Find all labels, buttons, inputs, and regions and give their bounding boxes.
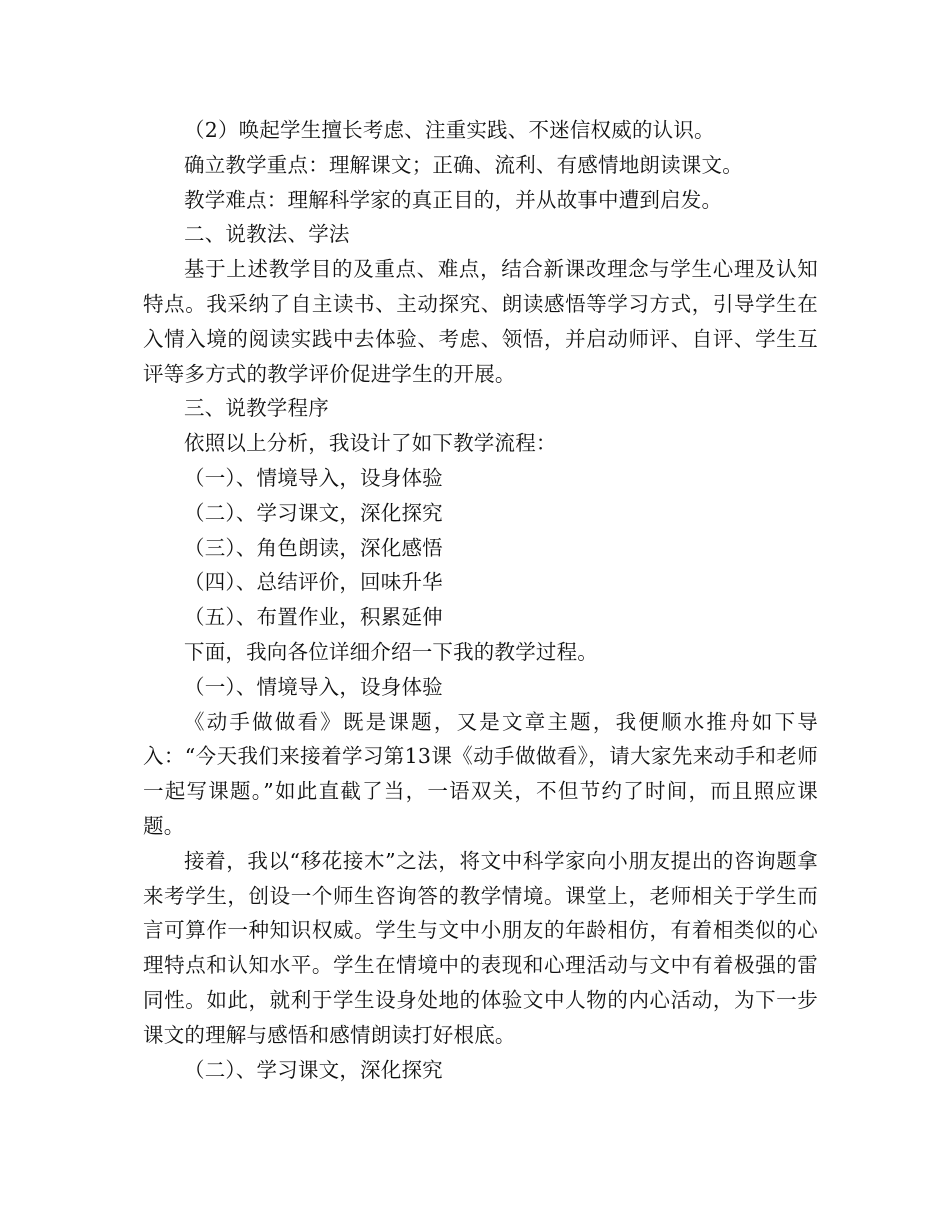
paragraph-key-points: 确立教学重点：理解课文；正确、流利、有感情地朗读课文。 [184,152,743,177]
list-item-step-1: （一）、情境导入，设身体验 [184,465,443,490]
section-heading-methods: 二、说教法、学法 [184,222,350,247]
list-item-step-3: （三）、角色朗读，深化感悟 [184,535,443,560]
list-item-step-2: （二）、学习课文，深化探究 [184,500,443,525]
paragraph-situation: 接着，我以“移花接木”之法，将文中科学家向小朋友提出的咨询题拿来考学生，创设一个师生咨询答的教学情境。课堂上，老师相关于学生而言可算作一种知识权威。学生与文中小朋友的年龄相仿，有着相类似的心理特点和认知水平。学生在情境中的表现和心理活动与文中有着极强的雷同性。如此，就利于学生设身处地的体验文中人物的内心活动，为下一步课文的理解与感悟和感情朗读打好根底。 [143,848,818,1047]
section-heading-procedure: 三、说教学程序 [184,396,329,421]
subheading-step-2: （二）、学习课文，深化探究 [184,1057,443,1082]
paragraph-goal-2: （2）唤起学生擅长考虑、注重实践、不迷信权威的认识。 [184,118,715,142]
paragraph-difficulties: 教学难点：理解科学家的真正目的，并从故事中遭到启发。 [184,187,723,212]
list-item-step-5: （五）、布置作业，积累延伸 [184,605,443,630]
document-body [143,113,818,1087]
paragraph-process-intro: 下面，我向各位详细介绍一下我的教学过程。 [184,639,598,664]
subheading-step-1: （一）、情境导入，设身体验 [184,674,443,699]
paragraph-lead-in: 《动手做做看》既是课题，又是文章主题，我便顺水推舟如下导入：“今天我们来接着学习第13课《动手做做看》，请大家先来动手和老师一起写课题。”如此直截了当，一语双关，不但节约了时间，而且照应课题。 [143,709,818,838]
paragraph-procedure-intro: 依照以上分析，我设计了如下教学流程： [184,431,557,456]
paragraph-methods: 基于上述教学目的及重点、难点，结合新课改理念与学生心理及认知特点。我采纳了自主读书、主动探究、朗读感悟等学习方式，引导学生在入情入境的阅读实践中去体验、考虑、领悟，并启动师评、自评、学生互评等多方式的教学评价促进学生的开展。 [143,257,818,386]
list-item-step-4: （四）、总结评价，回味升华 [184,570,443,595]
